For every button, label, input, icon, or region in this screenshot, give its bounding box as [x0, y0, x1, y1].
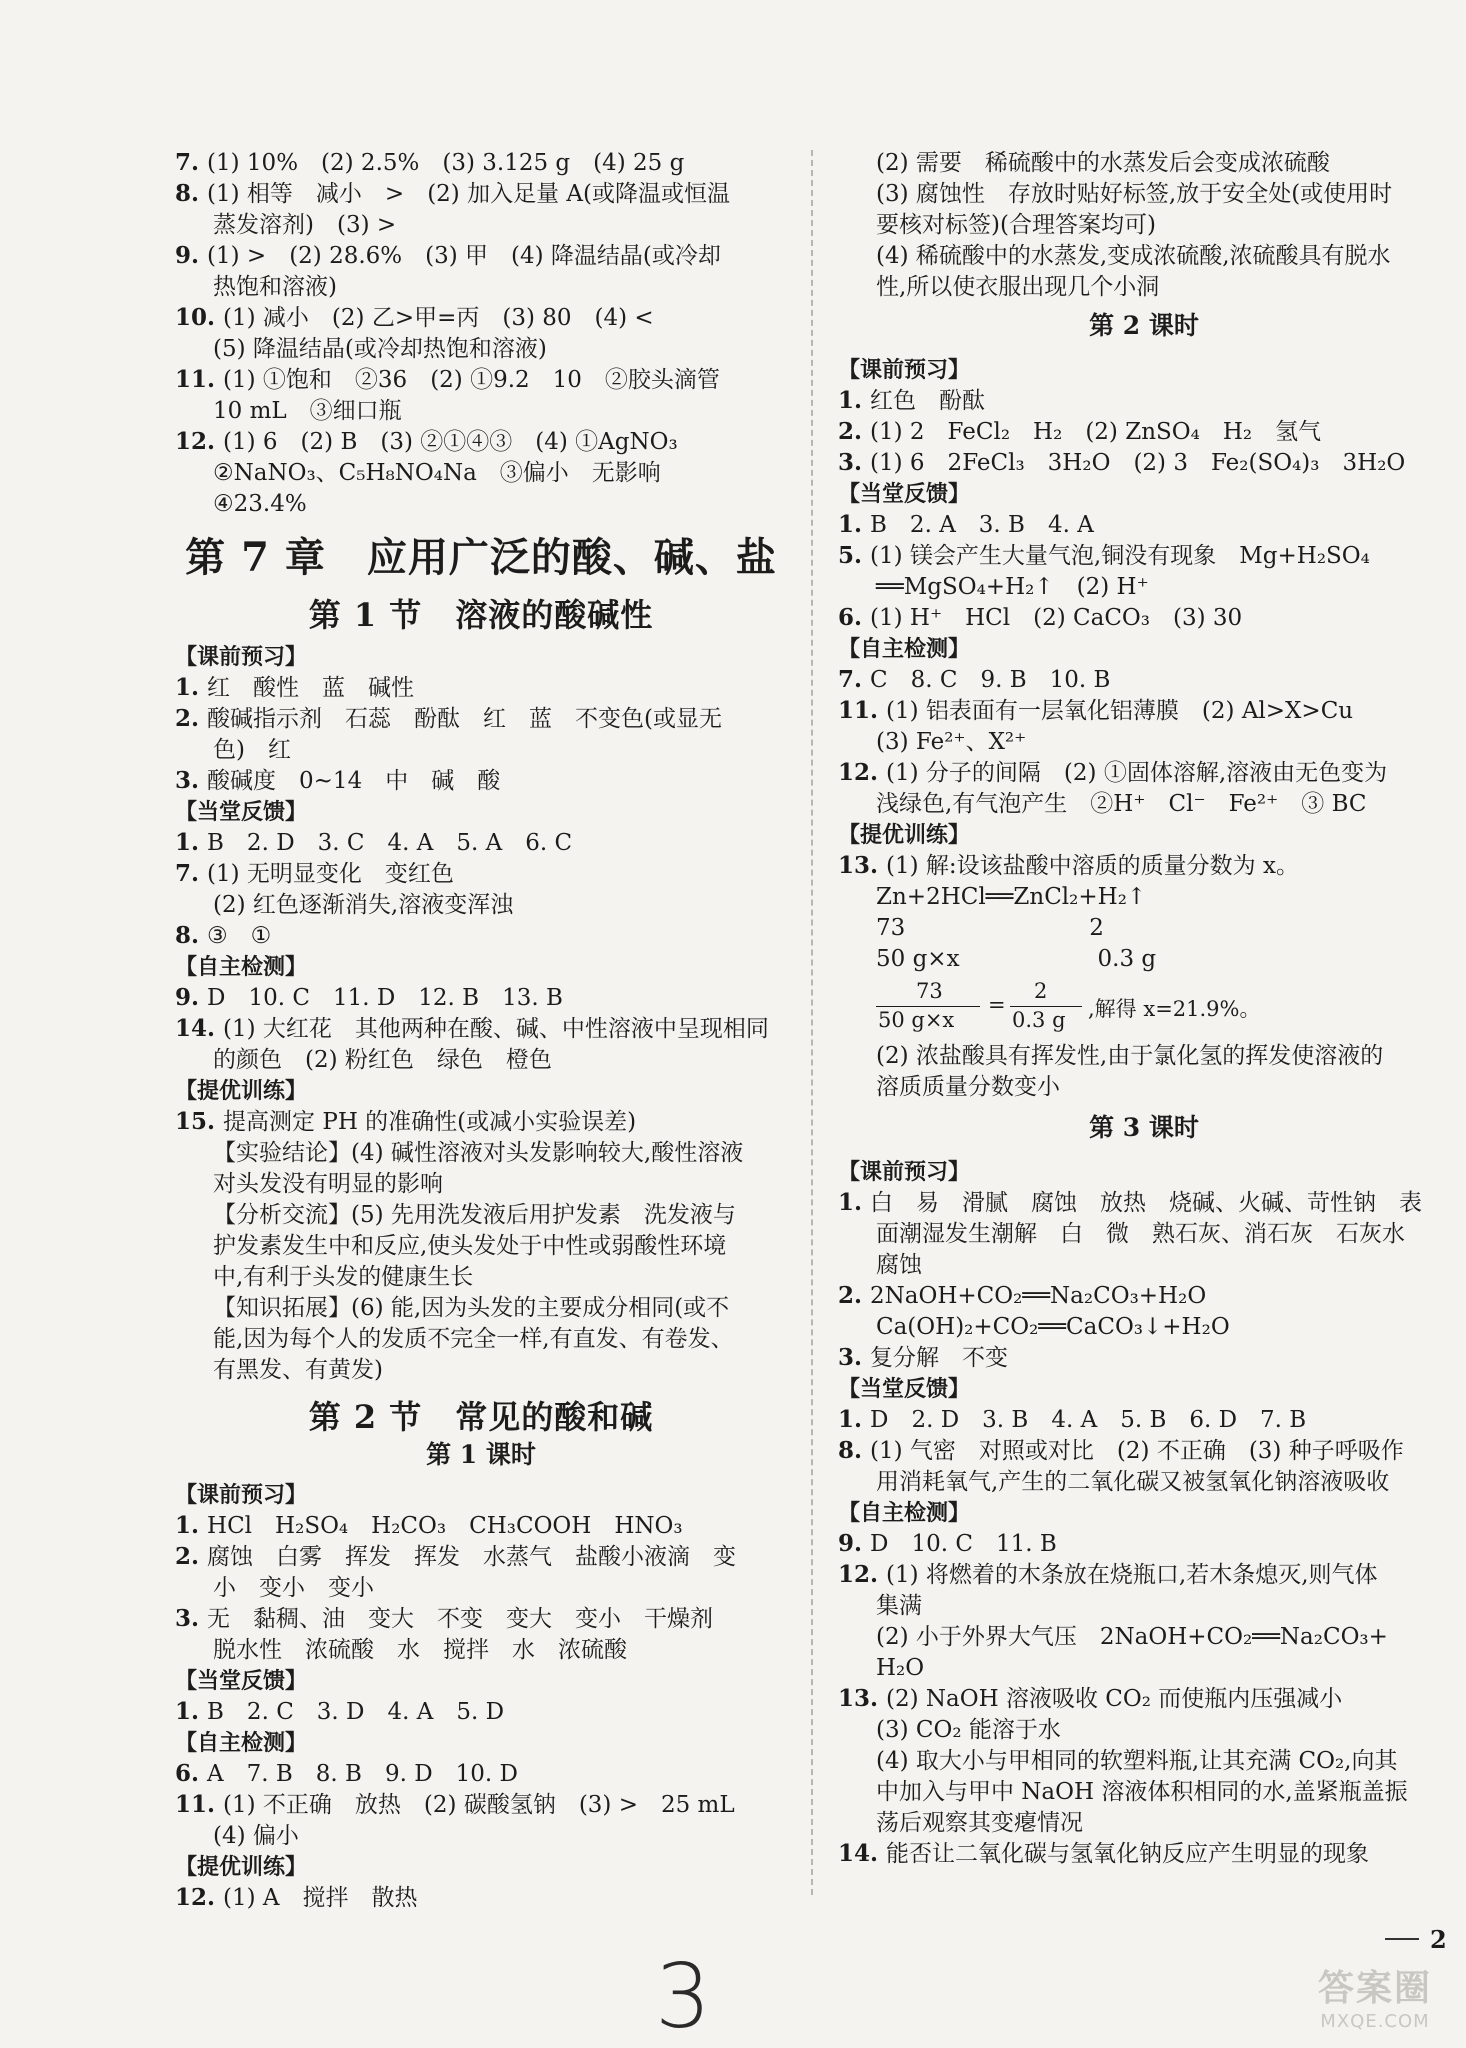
answer-line: [876, 572, 1450, 602]
answer-text: (4) 取大小与甲相同的软塑料瓶,让其充满 CO₂,向其: [876, 1748, 1398, 1774]
answer-line: [213, 489, 787, 519]
section-title: 第 1 节 溶液的酸碱性: [308, 596, 654, 634]
page-number-dash: [1385, 1938, 1419, 1940]
answer-text: 小 变小 变小: [213, 1575, 374, 1601]
answer-line: [876, 1467, 1450, 1497]
fraction-denominator: 0.3 g: [1012, 1008, 1066, 1032]
answer-line: [876, 1250, 1450, 1280]
answer-text: HCl H₂SO₄ H₂CO₃ CH₃COOH HNO₃: [207, 1513, 683, 1539]
answer-text: 【实验结论】(4) 碱性溶液对头发影响较大,酸性溶液: [213, 1140, 744, 1166]
answer-line: [175, 704, 787, 734]
answer-line: [175, 1542, 787, 1572]
answer-text: 要核对标签)(合理答案均可): [876, 212, 1156, 238]
answer-text: H₂O: [876, 1655, 925, 1681]
question-number: 9.: [838, 1530, 871, 1557]
section-label: 【提优训练】: [175, 1854, 308, 1880]
answer-text: (2) NaOH 溶液吸收 CO₂ 而使瓶内压强减小: [886, 1686, 1343, 1712]
question-number: 14.: [838, 1840, 887, 1867]
answer-line: [175, 1790, 787, 1820]
question-number: 9.: [175, 984, 208, 1011]
answer-line: [213, 1324, 787, 1354]
answer-line: [175, 1697, 787, 1727]
section-label: 【提优训练】: [175, 1078, 308, 1104]
answer-text: 性,所以使衣服出现几个小洞: [876, 274, 1160, 300]
answer-text: (3) Fe²⁺、X²⁺: [876, 729, 1027, 755]
equals-sign: =: [988, 993, 1006, 1017]
question-number: 1.: [175, 1512, 208, 1539]
page-number: 2: [1430, 1925, 1447, 1954]
answer-line: [838, 696, 1450, 726]
answer-text: (1) > (2) 28.6% (3) 甲 (4) 降温结晶(或冷却: [207, 243, 721, 269]
answer-line: [838, 1405, 1450, 1435]
answer-line: [876, 789, 1450, 819]
section-label: 【提优训练】: [838, 822, 971, 848]
answer-line: [175, 859, 787, 889]
fraction-result: ,解得 x=21.9%。: [1088, 997, 1261, 1021]
answer-text: 面潮湿发生潮解 白 微 熟石灰、消石灰 石灰水: [876, 1221, 1405, 1247]
answer-text: (2) 红色逐渐消失,溶液变浑浊: [213, 892, 514, 918]
answer-line: [876, 1777, 1450, 1807]
answer-line: [876, 1653, 1450, 1683]
answer-line: [876, 1715, 1450, 1745]
section-label: 【当堂反馈】: [838, 1376, 971, 1402]
question-number: 1.: [838, 511, 871, 538]
answer-text: (1) 解:设该盐酸中溶质的质量分数为 x。: [886, 853, 1299, 879]
answer-text: (2) 需要 稀硫酸中的水蒸发后会变成浓硫酸: [876, 150, 1330, 176]
answer-line: [175, 241, 787, 271]
answer-text: 的颜色 (2) 粉红色 绿色 橙色: [213, 1047, 552, 1073]
answer-line: [213, 1045, 787, 1075]
fraction-equation: [838, 977, 1450, 1037]
answer-line: [213, 1821, 787, 1851]
section-label: 【自主检测】: [838, 1500, 971, 1526]
question-number: 15.: [175, 1108, 224, 1135]
answer-text: 红 酸性 蓝 碱性: [207, 675, 415, 701]
answer-text: (1) 将燃着的木条放在烧瓶口,若木条熄灭,则气体: [886, 1562, 1378, 1588]
answer-text: (3) CO₂ 能溶于水: [876, 1717, 1061, 1743]
answer-line: [876, 179, 1450, 209]
answer-line: [175, 673, 787, 703]
question-number: 1.: [175, 674, 208, 701]
question-number: 8.: [838, 1437, 871, 1464]
answer-text: 能,因为每个人的发质不完全一样,有直发、有卷发、: [213, 1326, 734, 1352]
watermark-logo-text: 答案圈: [1317, 1968, 1432, 2009]
question-number: 8.: [175, 180, 208, 207]
question-number: 13.: [838, 852, 887, 879]
answer-line: [175, 148, 787, 178]
answer-text: ②NaNO₃、C₅H₈NO₄Na ③偏小 无影响: [213, 460, 661, 486]
question-number: 2.: [175, 1543, 208, 1570]
answer-text: (1) ①饱和 ②36 (2) ①9.2 10 ②胶头滴管: [223, 367, 720, 393]
answer-text: (1) 6 2FeCl₃ 3H₂O (2) 3 Fe₂(SO₄)₃ 3H₂O: [870, 450, 1406, 476]
answer-text: (1) 减小 (2) 乙>甲=丙 (3) 80 (4) <: [223, 305, 654, 331]
answer-text: ④23.4%: [213, 491, 307, 517]
answer-line: [175, 1759, 787, 1789]
question-number: 6.: [175, 1760, 208, 1787]
question-number: 11.: [175, 366, 224, 393]
question-number: 7.: [838, 666, 871, 693]
answer-line: [838, 1188, 1450, 1218]
answer-line: [213, 1138, 787, 1168]
answer-line: [838, 1436, 1450, 1466]
answer-text: (1) H⁺ HCl (2) CaCO₃ (3) 30: [870, 605, 1243, 631]
answer-line: [213, 1231, 787, 1261]
answer-text: 能否让二氧化碳与氢氧化钠反应产生明显的现象: [886, 1841, 1370, 1867]
section-label: 【课前预习】: [838, 357, 971, 383]
question-number: 12.: [838, 759, 887, 786]
question-number: 1.: [175, 1698, 208, 1725]
answer-line: [876, 1072, 1450, 1102]
answer-line: [838, 1684, 1450, 1714]
answer-text: 中加入与甲中 NaOH 溶液体积相同的水,盖紧瓶盖振: [876, 1779, 1408, 1805]
question-number: 7.: [175, 149, 208, 176]
answer-text: 对头发没有明显的影响: [213, 1171, 443, 1197]
answer-text: 溶质质量分数变小: [876, 1074, 1060, 1100]
answer-text: (1) 大红花 其他两种在酸、碱、中性溶液中呈现相同: [223, 1016, 769, 1042]
answer-line: [838, 1839, 1450, 1869]
answer-line: [213, 1169, 787, 1199]
answer-line: [175, 303, 787, 333]
answer-text: 集满: [876, 1593, 922, 1619]
answer-line: [175, 828, 787, 858]
answer-text: (1) 不正确 放热 (2) 碳酸氢钠 (3) > 25 mL: [223, 1792, 735, 1818]
answer-line: [213, 1200, 787, 1230]
answer-line: [213, 1573, 787, 1603]
answer-line: [175, 1604, 787, 1634]
answer-line: [213, 1262, 787, 1292]
answer-line: [838, 417, 1450, 447]
answer-text: (3) 腐蚀性 存放时贴好标签,放于安全处(或使用时: [876, 181, 1393, 207]
answer-text: 用消耗氧气,产生的二氧化碳又被氢氧化钠溶液吸收: [876, 1469, 1390, 1495]
answer-line: [876, 241, 1450, 271]
question-number: 12.: [175, 1884, 224, 1911]
question-number: 14.: [175, 1015, 224, 1042]
lesson-title: 第 2 课时: [1089, 311, 1199, 340]
answer-text: B 2. A 3. B 4. A: [870, 512, 1094, 538]
answer-line: [876, 913, 1450, 943]
answer-text: D 10. C 11. B: [870, 1531, 1057, 1557]
answer-line: [838, 1281, 1450, 1311]
answer-text: 护发素发生中和反应,使头发处于中性或弱酸性环境: [213, 1233, 727, 1259]
question-number: 8.: [175, 922, 208, 949]
answer-text: (1) 铝表面有一层氧化铝薄膜 (2) Al>X>Cu: [886, 698, 1354, 724]
section-label: 【当堂反馈】: [175, 1668, 308, 1694]
answer-line: [876, 1808, 1450, 1838]
answer-line: [213, 396, 787, 426]
answer-text: D 10. C 11. D 12. B 13. B: [207, 985, 563, 1011]
answer-line: [175, 1107, 787, 1137]
answer-line: [838, 386, 1450, 416]
answer-line: [175, 1883, 787, 1913]
answer-line: [876, 727, 1450, 757]
fraction-bar: [876, 1006, 980, 1007]
answer-line: [213, 1635, 787, 1665]
answer-text: (4) 稀硫酸中的水蒸发,变成浓硫酸,浓硫酸具有脱水: [876, 243, 1391, 269]
answer-line: [876, 1591, 1450, 1621]
answer-text: 73 2: [876, 915, 1104, 941]
answer-text: 【知识拓展】(6) 能,因为头发的主要成分相同(或不: [213, 1295, 730, 1321]
answer-line: [876, 1219, 1450, 1249]
section-label: 【当堂反馈】: [175, 799, 308, 825]
section-label: 【自主检测】: [838, 636, 971, 662]
answer-text: (1) 气密 对照或对比 (2) 不正确 (3) 种子呼吸作: [870, 1438, 1404, 1464]
answer-text: B 2. D 3. C 4. A 5. A 6. C: [207, 830, 573, 856]
answer-text: ══MgSO₄+H₂↑ (2) H⁺: [876, 574, 1149, 600]
answer-line: [838, 1560, 1450, 1590]
answer-line: [876, 272, 1450, 302]
answer-text: 色) 红: [213, 737, 291, 763]
answer-text: (1) 6 (2) B (3) ②①④③ (4) ①AgNO₃: [223, 429, 678, 455]
question-number: 11.: [838, 697, 887, 724]
answer-text: (5) 降温结晶(或冷却热饱和溶液): [213, 336, 547, 362]
question-number: 11.: [175, 1791, 224, 1818]
answer-text: 提高测定 PH 的准确性(或减小实验误差): [223, 1109, 637, 1135]
answer-text: D 2. D 3. B 4. A 5. B 6. D 7. B: [870, 1407, 1307, 1433]
answer-line: [175, 983, 787, 1013]
section-title: 第 2 节 常见的酸和碱: [308, 1398, 654, 1436]
answer-line: [838, 1529, 1450, 1559]
question-number: 1.: [838, 1189, 871, 1216]
question-number: 10.: [175, 304, 224, 331]
answer-text: (1) 镁会产生大量气泡,铜没有现象 Mg+H₂SO₄: [870, 543, 1370, 569]
question-number: 12.: [175, 428, 224, 455]
fraction-numerator: 2: [1034, 979, 1048, 1003]
question-number: 3.: [175, 767, 208, 794]
answer-text: 无 黏稠、油 变大 不变 变大 变小 干燥剂: [207, 1606, 714, 1632]
lesson-title: 第 3 课时: [1089, 1113, 1199, 1142]
answer-text: C 8. C 9. B 10. B: [870, 667, 1111, 693]
answer-text: 脱水性 浓硫酸 水 搅拌 水 浓硫酸: [213, 1637, 627, 1663]
answer-text: 红色 酚酞: [870, 388, 986, 414]
answer-text: 10 mL ③细口瓶: [213, 398, 402, 424]
answer-line: [838, 665, 1450, 695]
answer-line: [876, 882, 1450, 912]
answer-text: 50 g×x 0.3 g: [876, 946, 1157, 972]
answer-line: [838, 510, 1450, 540]
answer-line: [175, 365, 787, 395]
answer-text: (1) 无明显变化 变红色: [207, 861, 454, 887]
fraction-denominator: 50 g×x: [878, 1008, 955, 1032]
answer-line: [213, 890, 787, 920]
question-number: 3.: [838, 449, 871, 476]
question-number: 6.: [838, 604, 871, 631]
question-number: 2.: [838, 418, 871, 445]
answer-line: [213, 1355, 787, 1385]
answer-line: [876, 1746, 1450, 1776]
question-number: 2.: [838, 1282, 871, 1309]
answer-line: [213, 1293, 787, 1323]
answer-text: 荡后观察其变瘪情况: [876, 1810, 1083, 1836]
answer-text: Ca(OH)₂+CO₂══CaCO₃↓+H₂O: [876, 1314, 1230, 1340]
column-divider: [811, 150, 813, 1895]
question-number: 12.: [838, 1561, 887, 1588]
answer-line: [838, 603, 1450, 633]
answer-text: (1) 相等 减小 > (2) 加入足量 A(或降温或恒温: [207, 181, 730, 207]
chapter-title: 第 7 章 应用广泛的酸、碱、盐: [185, 534, 777, 581]
answer-line: [876, 1622, 1450, 1652]
question-number: 5.: [838, 542, 871, 569]
answer-text: 浅绿色,有气泡产生 ②H⁺ Cl⁻ Fe²⁺ ③ BC: [876, 791, 1367, 817]
answer-text: A 7. B 8. B 9. D 10. D: [207, 1761, 518, 1787]
answer-text: 2NaOH+CO₂══Na₂CO₃+H₂O: [870, 1283, 1207, 1309]
question-number: 9.: [175, 242, 208, 269]
section-label: 【课前预习】: [175, 644, 308, 670]
answer-line: [213, 210, 787, 240]
answer-line: [175, 766, 787, 796]
section-label: 【自主检测】: [175, 954, 308, 980]
question-number: 1.: [838, 1406, 871, 1433]
answer-line: [838, 541, 1450, 571]
answer-line: [876, 1312, 1450, 1342]
watermark: [1290, 1960, 1460, 2040]
answer-line: [213, 735, 787, 765]
answer-line: [213, 272, 787, 302]
answer-text: (4) 偏小: [213, 1823, 299, 1849]
answer-line: [213, 334, 787, 364]
answer-line: [175, 179, 787, 209]
answer-text: 腐蚀 白雾 挥发 挥发 水蒸气 盐酸小液滴 变: [207, 1544, 737, 1570]
answer-line: [876, 148, 1450, 178]
answer-text: 有黑发、有黄发): [213, 1357, 383, 1383]
answer-line: [838, 851, 1450, 881]
answer-text: (1) 分子的间隔 (2) ①固体溶解,溶液由无色变为: [886, 760, 1388, 786]
answer-line: [876, 210, 1450, 240]
fraction-bar: [1010, 1006, 1082, 1007]
answer-text: (1) A 搅拌 散热: [223, 1885, 418, 1911]
answer-text: (1) 10% (2) 2.5% (3) 3.125 g (4) 25 g: [207, 150, 685, 176]
answer-text: 复分解 不变: [870, 1345, 1009, 1371]
section-label: 【课前预习】: [838, 1159, 971, 1185]
answer-text: 中,有利于头发的健康生长: [213, 1264, 474, 1290]
answer-text: 【分析交流】(5) 先用洗发液后用护发素 洗发液与: [213, 1202, 736, 1228]
answer-line: [876, 944, 1450, 974]
answer-text: (2) 小于外界大气压 2NaOH+CO₂══Na₂CO₃+: [876, 1624, 1388, 1650]
question-number: 1.: [175, 829, 208, 856]
answer-text: 酸碱指示剂 石蕊 酚酞 红 蓝 不变色(或显无: [207, 706, 723, 732]
handwritten-mark: 3: [655, 1945, 711, 2048]
lesson-title: 第 1 课时: [426, 1440, 536, 1469]
section-label: 【课前预习】: [175, 1482, 308, 1508]
answer-text: 白 易 滑腻 腐蚀 放热 烧碱、火碱、苛性钠 表: [870, 1190, 1423, 1216]
fraction-numerator: 73: [916, 979, 943, 1003]
answer-text: (2) 浓盐酸具有挥发性,由于氯化氢的挥发使溶液的: [876, 1043, 1384, 1069]
section-label: 【当堂反馈】: [838, 481, 971, 507]
answer-text: 热饱和溶液): [213, 274, 337, 300]
question-number: 13.: [838, 1685, 887, 1712]
answer-line: [838, 1343, 1450, 1373]
answer-text: (1) 2 FeCl₂ H₂ (2) ZnSO₄ H₂ 氢气: [870, 419, 1322, 445]
answer-line: [175, 1014, 787, 1044]
answer-text: 酸碱度 0~14 中 碱 酸: [207, 768, 501, 794]
answer-text: Zn+2HCl══ZnCl₂+H₂↑: [876, 884, 1147, 910]
answer-line: [876, 1041, 1450, 1071]
question-number: 2.: [175, 705, 208, 732]
question-number: 3.: [175, 1605, 208, 1632]
answer-text: 蒸发溶剂) (3) >: [213, 212, 397, 238]
question-number: 7.: [175, 860, 208, 887]
answer-line: [838, 448, 1450, 478]
answer-line: [175, 1511, 787, 1541]
answer-text: B 2. C 3. D 4. A 5. D: [207, 1699, 505, 1725]
section-label: 【自主检测】: [175, 1730, 308, 1756]
question-number: 1.: [838, 387, 871, 414]
answer-line: [213, 458, 787, 488]
watermark-url: MXQE.COM: [1320, 2011, 1430, 2032]
answer-line: [838, 758, 1450, 788]
answer-text: ③ ①: [207, 923, 272, 949]
question-number: 3.: [838, 1344, 871, 1371]
answer-line: [175, 921, 787, 951]
answer-text: 腐蚀: [876, 1252, 922, 1278]
answer-line: [175, 427, 787, 457]
